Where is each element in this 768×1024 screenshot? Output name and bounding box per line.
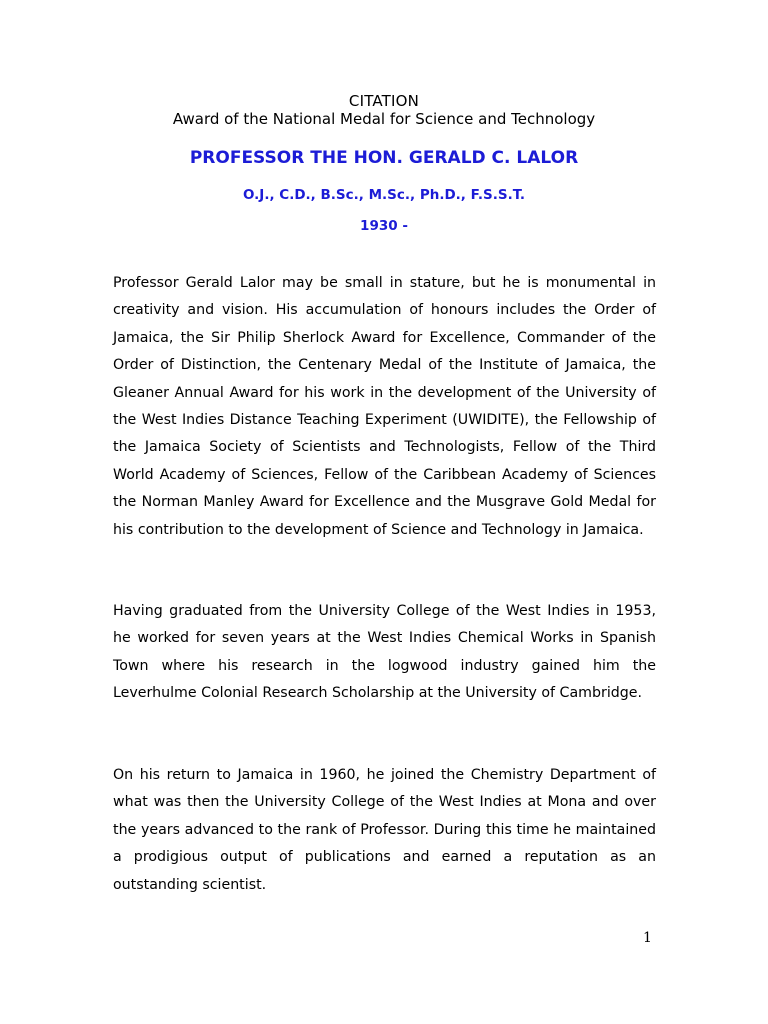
paragraph-education: Having graduated from the University College of the West Indies in 1953, he worked for seven years at the West Indies Chemical Works in Spanish Town where his research in the logwood industry gained him the Leverhulme Colonial Research Scholarship at the University of Cambridge. bbox=[113, 603, 656, 702]
recipient-honours: O.J., C.D., B.Sc., M.Sc., Ph.D., F.S.S.T. bbox=[243, 187, 525, 203]
recipient-name: PROFESSOR THE HON. GERALD C. LALOR bbox=[189, 148, 579, 168]
paragraph-career: On his return to Jamaica in 1960, he joined the Chemistry Department of what was then the University College of the West Indies at Mona and over the years advanced to the rank of Professor. During this time he maintained a prodigious output of publications and earned a reputation as an outstanding scientist. bbox=[113, 767, 656, 893]
recipient-birth-year: 1930 - bbox=[360, 218, 408, 234]
page-number: 1 bbox=[643, 930, 652, 946]
paragraph-honours: Professor Gerald Lalor may be small in stature, but he is monumental in creativity and vision. His accumulation of honours includes the Order of Jamaica, the Sir Philip Sherlock Award for Excellence, Commander of the Order of Distinction, the Centenary Medal of the Institute of Jamaica, the Gleaner Annual Award for his work in the development of the University of the West Indies Distance Teaching Experiment (UWIDITE), the Fellowship of the Jamaica Society of Scientists and Technologists, Fellow of the Third World Academy of Sciences, Fellow of the Caribbean Academy of Sciences the Norman Manley Award for Excellence and the Musgrave Gold Medal for his contribution to the development of Science and Technology in Jamaica. bbox=[113, 275, 656, 538]
award-title: Award of the National Medal for Science and Technology bbox=[172, 110, 596, 128]
citation-heading: CITATION bbox=[348, 92, 420, 110]
